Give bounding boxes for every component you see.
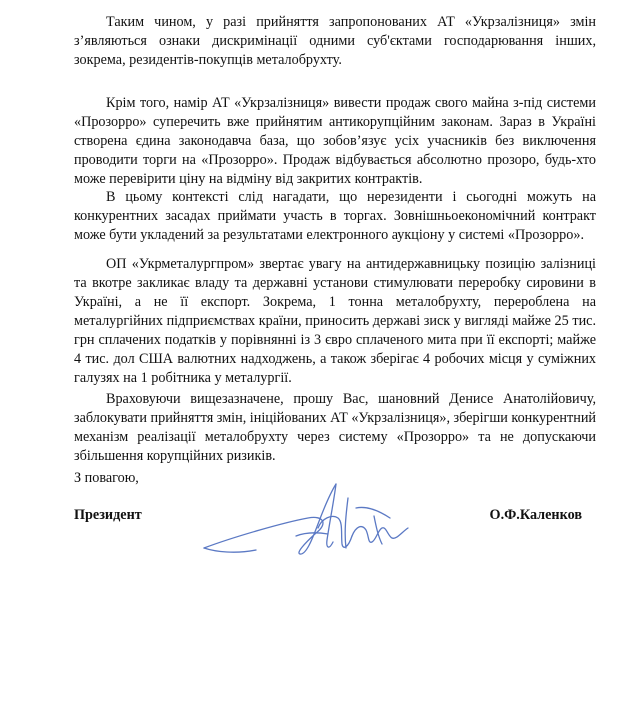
- closing-salutation: З повагою,: [74, 470, 139, 486]
- paragraph-nonresidents: В цьому контексті слід нагадати, що нерезиденти і сьогодні можуть на конкурентних засадах приймати участь в торгах. Зовнішньоекономічний контракт може бути укладений за результатами електронного аукціону у системі «Прозорро».: [74, 189, 596, 243]
- paragraph-request: Враховуючи вищезазначене, прошу Вас, шановний Денисе Анатолійовичу, заблокувати прийняття змін, ініційованих АТ «Укрзалізниця», зберігши конкурентний механізм реалізації металобрухту через систему «Прозорро» та не допускаючи збільшення корупційних ризиків.: [74, 391, 596, 464]
- paragraph-ukrmetallurgprom-position: ОП «Укрметалургпром» звертає увагу на антидержавницьку позицію залізниці та вкотре закликає владу та державні установи стимулювати переробку сировини в Україні, а не її експорт. Зокрема, 1 тонна металобрухту, перероблена на металургійних підприємствах країни, приносить державі зиск у вигляді майже 25 тис. грн сплачених податків у порівнянні із 3 євро сплаченого мита при її експорті; майже 4 тис. дол США валютних надходжень, а також зберігає 4 робочих місця у суміжних галузях на 1 робітника у металургії.: [74, 256, 596, 386]
- handwritten-signature: [196, 478, 426, 566]
- signatory-name: О.Ф.Каленков: [489, 507, 582, 523]
- paragraph-discrimination: Таким чином, у разі прийняття запропонованих АТ «Укрзалізниця» змін з’являються ознаки дискримінації одними суб'єктами господарювання інших, зокрема, резидентів-покупців металобрухту.: [74, 14, 596, 68]
- paragraph-prozorro-law: Крім того, намір АТ «Укрзалізниця» вивести продаж свого майна з-під системи «Прозорро» суперечить вже прийнятим антикорупційним законам. Зараз в Україні створена єдина законодавча база, що зобов’язує усіх учасників без виключення проводити торги на «Прозорро». Продаж відбувається абсолютно прозоро, будь-хто може перевірити ціну на відміну від закритих контрактів.: [74, 95, 596, 187]
- signatory-title: Президент: [74, 507, 142, 523]
